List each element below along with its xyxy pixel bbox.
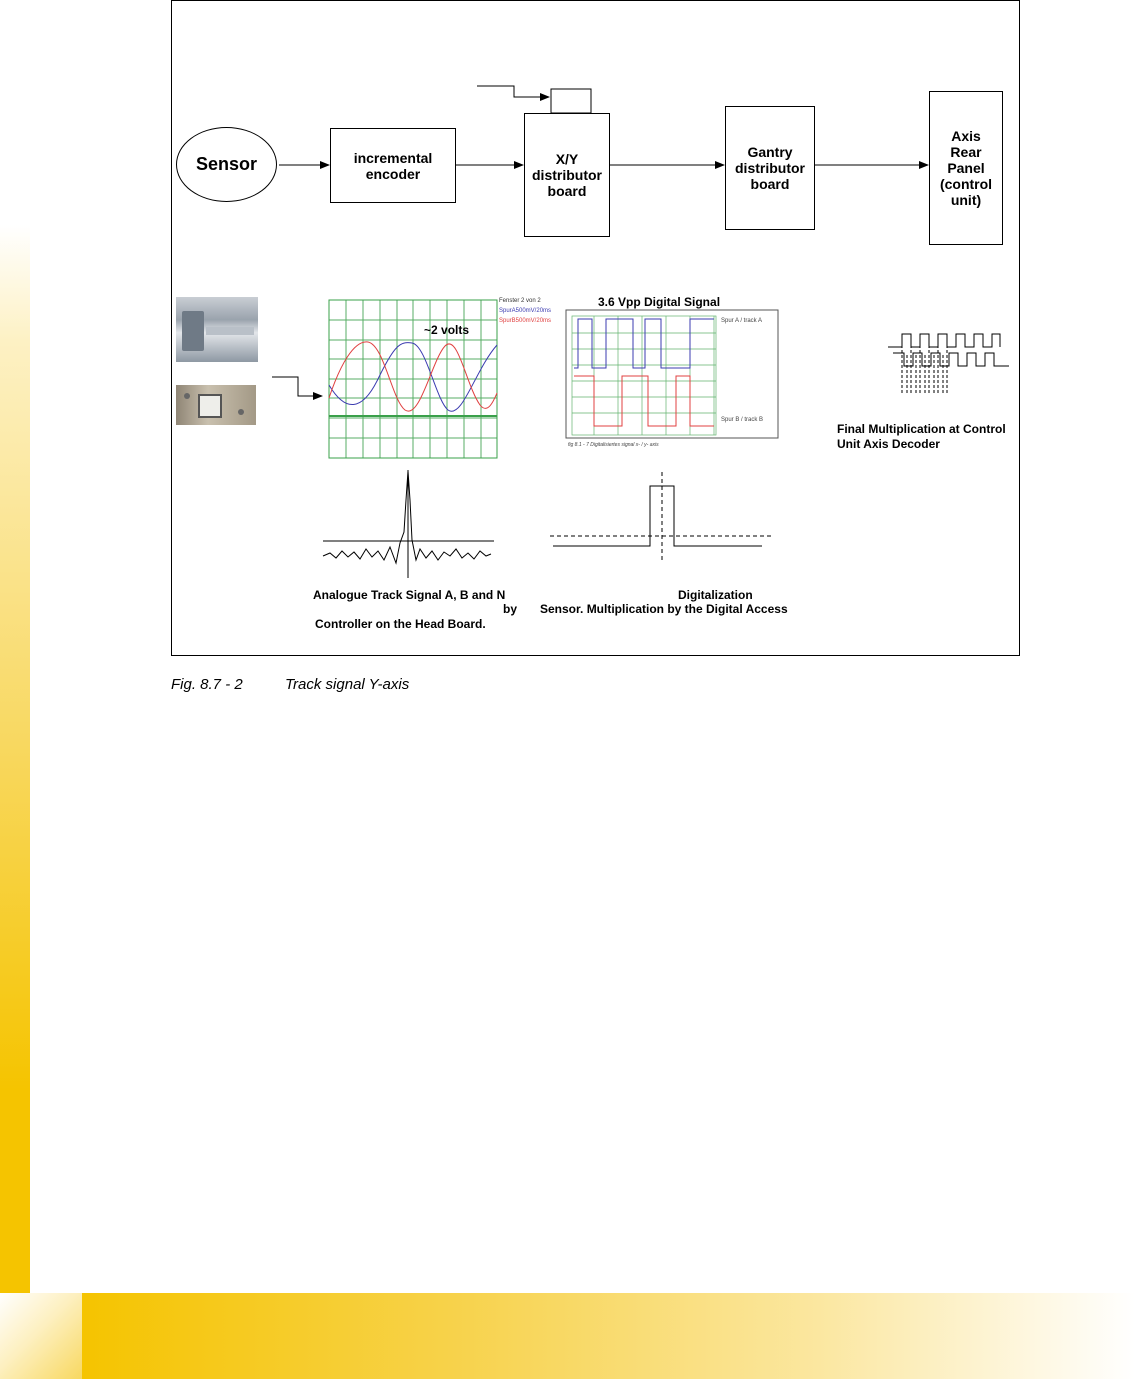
figure-title: Track signal Y-axis — [285, 676, 410, 693]
analog-caption-by: by — [503, 602, 518, 616]
digital-pulse — [550, 472, 772, 560]
xy-distributor-block: X/Y distributor board — [524, 113, 610, 237]
gantry-distributor-block: Gantry distributor board — [725, 106, 815, 230]
axis-rear-panel-block: Axis Rear Panel (control unit) — [929, 91, 1003, 245]
analog-scope — [329, 300, 497, 458]
analog-caption-line1: Analogue Track Signal A, B and N — [313, 588, 506, 602]
scope-legend-window: Fenster 2 von 2 — [499, 298, 541, 304]
connector-box — [551, 89, 591, 113]
final-multiplication-line1: Final Multiplication at Control — [837, 422, 1006, 436]
digital-caption-line2: Sensor. Multiplication by the Digital Access — [540, 602, 788, 616]
quadrature-signal — [888, 334, 1009, 394]
digital-scope-footer: fig 8.1 - 7 Digitalisiertes signal x- / y- axis — [568, 442, 659, 448]
sensor-photo-rail — [176, 297, 258, 362]
noise-pulse-signal — [323, 470, 494, 578]
scope-legend-track-b: SpurB500mV/20ms — [499, 318, 552, 324]
sensor-block: Sensor — [176, 127, 277, 202]
sensor-photo-head — [176, 385, 256, 425]
encoder-block: incremental encoder — [330, 128, 456, 203]
digital-caption-line1: Digitalization — [678, 588, 753, 602]
analog-voltage-label: ~2 volts — [424, 323, 470, 337]
final-multiplication-line2: Unit Axis Decoder — [837, 437, 940, 451]
digital-signal-title: 3.6 Vpp Digital Signal — [598, 295, 721, 309]
digital-track-a-label: Spur A / track A — [721, 318, 763, 324]
figure-number: Fig. 8.7 - 2 — [171, 676, 243, 693]
arrow-input-connector — [477, 86, 549, 97]
scope-legend-track-a: SpurA500mV/20ms — [499, 308, 552, 314]
analog-caption-line2: Controller on the Head Board. — [315, 617, 486, 631]
arrow-photo-scope — [272, 377, 322, 396]
digital-track-b-label: Spur B / track B — [721, 417, 764, 423]
